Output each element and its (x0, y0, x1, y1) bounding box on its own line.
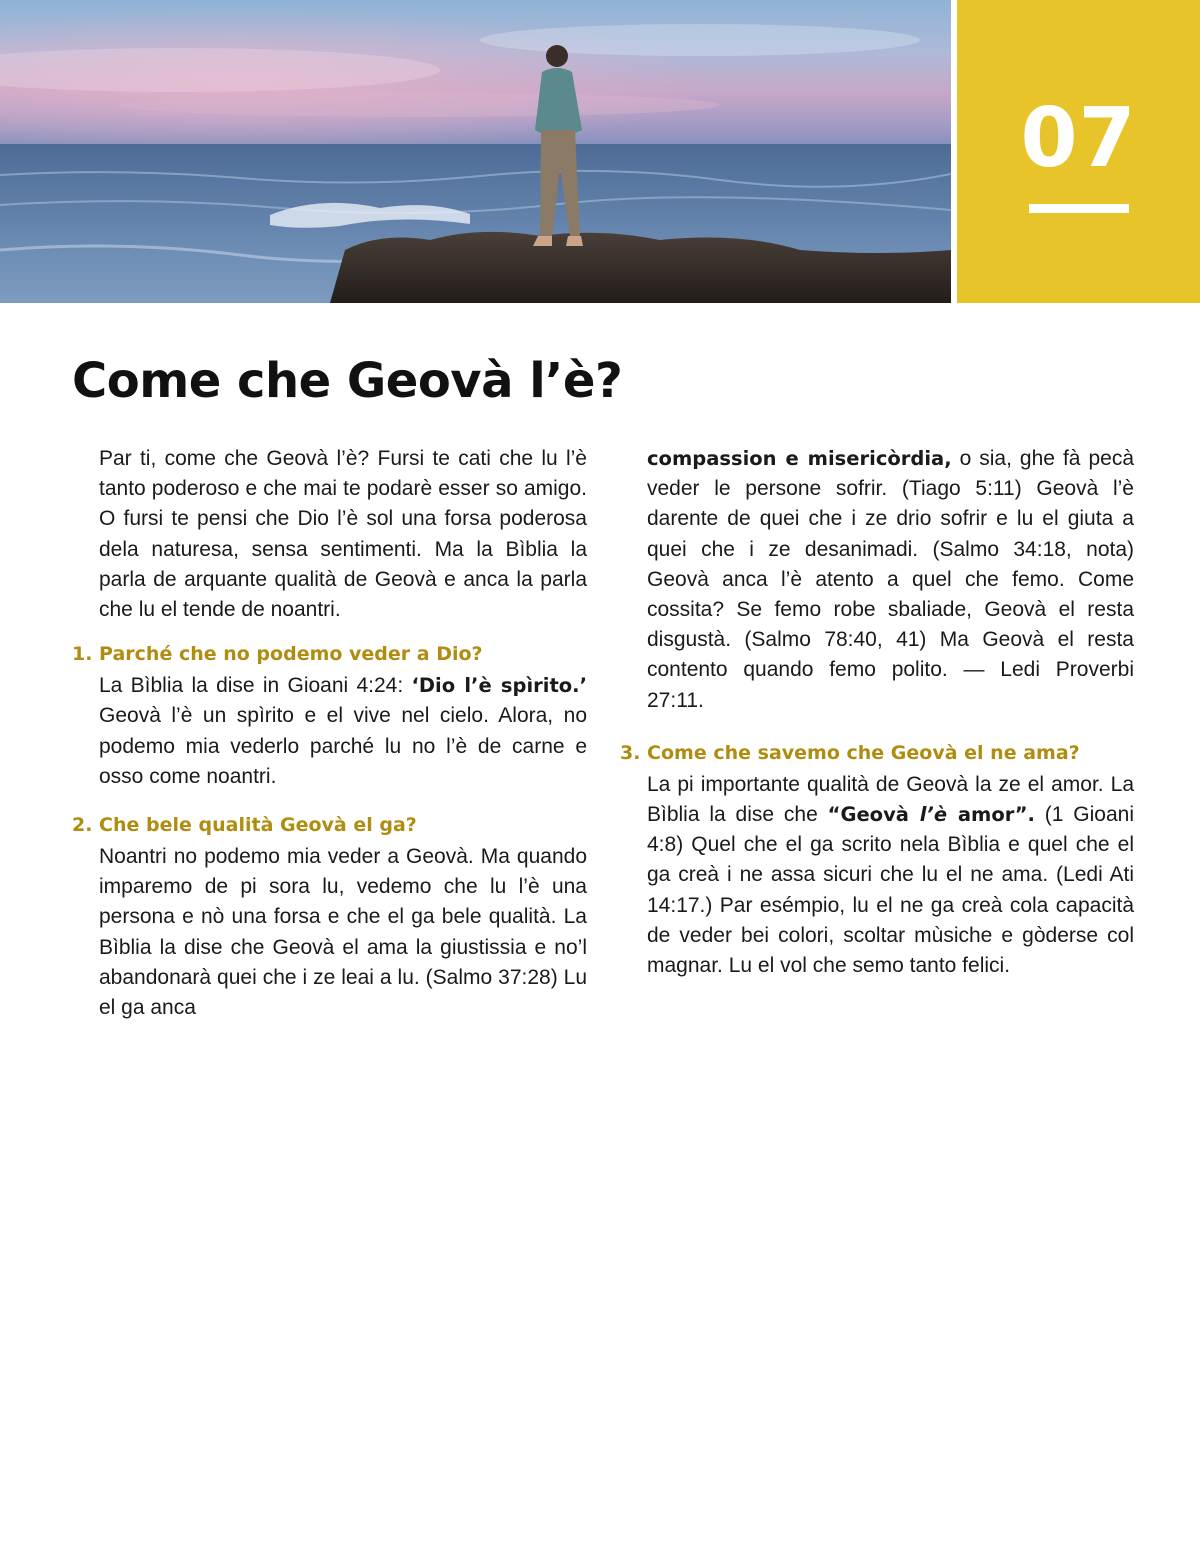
q3-bold-quote-b: amor”. (947, 803, 1035, 827)
question-2-body-start (72, 842, 587, 1023)
q1-bold-quote: ‘Dio l’è spìrito.’ (411, 674, 587, 698)
q2-text-a: Noantri no podemo mia veder a Geovà. Ma quando imparemo de pi sora lu, vedemo che lu l’è una persona e nò una forsa e che el ga bele qualità. La Bìblia la dise che Geovà el ama la giustissia e no’l abandonarà quei che i ze leai a lu. (Salmo 37:28) Lu el ga anca (99, 845, 587, 1020)
page-title: Come che Geovà l’è? (72, 353, 623, 409)
right-column (620, 444, 1134, 981)
q2-text-b: o sia, ghe fà pecà veder le persone sofrir. (Tiago 5:11) Geovà l’è darente de quei che i ze drio sofrir e lu el giuta a quei che i ze desanimadi. (Salmo 34:18, nota) Geovà anca l’è atento a quel che femo. Come cossita? Se femo robe sbaliade, Geovà el resta disgustà. (Salmo 78:40, 41) Ma Geovà el resta contento quando femo polito. — Ledi Proverbi 27:11. (647, 447, 1134, 712)
q3-text-b: (1 Gioani 4:8) Quel che el ga scrito nela Bìblia e quel che el ga creà i ne assa sicuri che lu el ne ama. (Ledi Ati 14:17.) Par esémpio, lu el ne ga creà cola capacità de veder bei colori, scoltar mùsiche e gòderse col magnar. Lu el vol che semo tanto felici. (647, 803, 1134, 978)
q1-text-b: Geovà l’è un spìrito e el vive nel cielo. Alora, no podemo mia vederlo parché lu no l’è de carne e osso come noantri. (99, 704, 587, 788)
question-1-body (72, 671, 587, 792)
chapter-badge (957, 0, 1200, 303)
header-photo (0, 0, 951, 303)
q1-text-a: La Bìblia la dise in Gioani 4:24: (99, 674, 412, 698)
intro-paragraph: Par ti, come che Geovà l’è? Fursi te cati che lu l’è tanto poderoso e che mai te podarè esser so amigo. O fursi te pensi che Dio l’è sol una forsa poderosa dela naturesa, sensa sentimenti. Ma la Bìblia la parla de arquante qualità de Geovà e anca la parla che lu el tende de noantri. (99, 447, 587, 622)
question-3-body (620, 770, 1134, 981)
question-2-heading: 2. Che bele qualità Geovà el ga? (72, 814, 417, 837)
q3-text-a: La pi importante qualità de Geovà la ze el amor. La Bìblia la dise che (647, 772, 1134, 827)
chapter-number: 07 (1020, 91, 1137, 186)
q3-bold-quote-a: “Geovà (827, 803, 920, 827)
q2-bold-quote: compassion e misericòrdia, (647, 447, 952, 470)
left-column (72, 444, 587, 1023)
question-3-heading: 3. Come che savemo che Geovà el ne ama? (620, 741, 1080, 764)
chapter-underline (1029, 204, 1129, 213)
question-1-heading: 1. Parché che no podemo veder a Dio? (72, 643, 483, 666)
question-2-body-continued (620, 444, 1134, 716)
seascape-illustration (0, 0, 951, 303)
q3-bold-italic: l’è (919, 803, 948, 827)
